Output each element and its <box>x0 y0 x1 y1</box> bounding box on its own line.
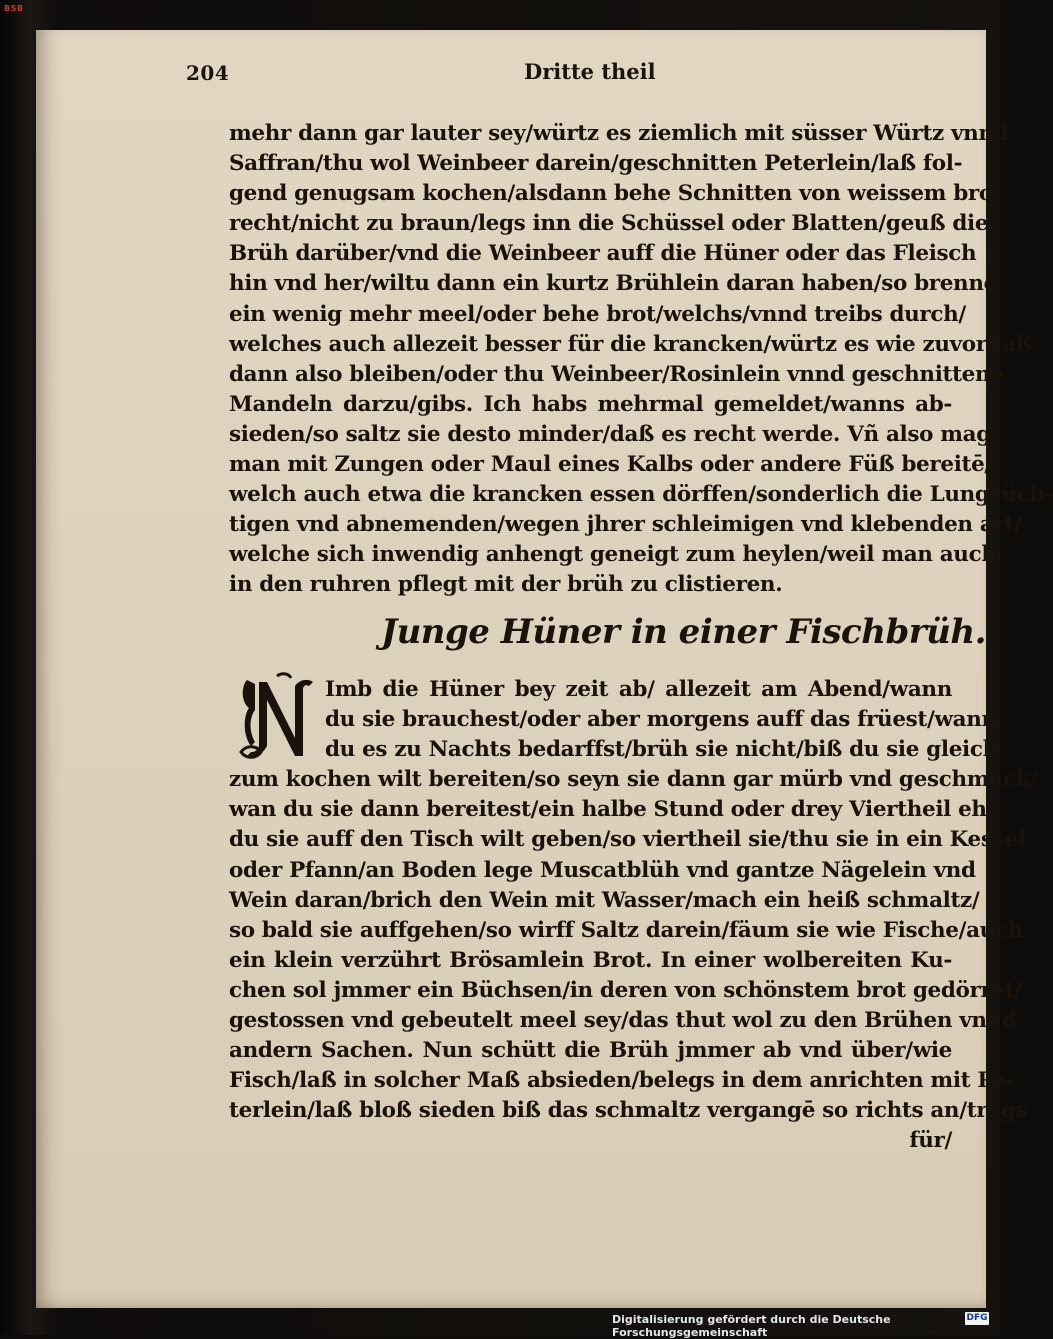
text-line: Imb die Hüner bey zeit ab/ allezeit am Abend/wann <box>325 677 952 702</box>
text-line: gend genugsam kochen/alsdann behe Schnitten von weissem brot <box>229 181 1003 207</box>
text-line: chen sol jmmer ein Büchsen/in deren von schönstem brot gedörret/ <box>229 977 1022 1003</box>
dfg-logo: DFG <box>966 1313 988 1323</box>
text-line: zum kochen wilt bereiten/so seyn sie dann gar mürb vnd geschmack/ <box>229 767 1038 793</box>
text-line: mehr dann gar lauter sey/würtz es ziemlich mit süsser Würtz vnnd <box>229 121 1009 146</box>
digitization-credit: Digitalisierung gefördert durch die Deutsche Forschungsgemeinschaft <box>612 1313 891 1339</box>
text-line: du sie brauchest/oder aber morgens auff das früest/wann <box>325 707 997 733</box>
text-line: hin vnd her/wiltu dann ein kurtz Brühlein daran haben/so brenne <box>229 271 997 297</box>
text-line: tigen vnd abnemenden/wegen jhrer schleimigen vnd klebenden art/ <box>229 512 1022 538</box>
recipe-paragraph <box>229 675 1038 1157</box>
text-line: Fisch/laß in solcher Maß absieden/belegs in dem anrichten mit Pe- <box>229 1068 1015 1094</box>
text-line: wan du sie dann bereitest/ein halbe Stund oder drey Viertheil ehe <box>229 797 1001 823</box>
text-line: recht/nicht zu braun/legs inn die Schüssel oder Blatten/geuß die <box>229 211 989 237</box>
text-line: Wein daran/brich den Wein mit Wasser/mach ein heiß schmaltz/ <box>229 887 980 913</box>
text-line: so bald sie auffgehen/so wirff Saltz darein/fäum sie wie Fische/auch <box>229 917 1023 943</box>
running-head: Dritte theil <box>524 59 656 84</box>
text-line: welches auch allezeit besser für die krancken/würtz es wie zuvor/laß <box>229 331 1032 357</box>
text-line: in den ruhren pflegt mit der brüh zu clistieren. <box>229 572 783 598</box>
text-line: Saffran/thu wol Weinbeer darein/geschnitten Peterlein/laß fol- <box>229 151 963 177</box>
text-line: oder Pfann/an Boden lege Muscatblüh vnd gantze Nägelein vnd <box>229 857 976 883</box>
paragraph-continued <box>229 119 1053 601</box>
text-line: terlein/laß bloß sieden biß das schmaltz vergangē so richts an/trags <box>229 1098 1028 1124</box>
text-line: welche sich inwendig anhengt geneigt zum heylen/weil man auch <box>229 542 997 568</box>
page-number: 204 <box>186 61 230 85</box>
text-line: du es zu Nachts bedarffst/brüh sie nicht/biß du sie gleich <box>325 737 998 763</box>
text-line: welch auch etwa die krancken essen dörffen/sonderlich die Lungsüch- <box>229 482 1053 508</box>
text-line: gestossen vnd gebeutelt meel sey/das thut wol zu den Brühen vnnd <box>229 1008 1017 1034</box>
text-line: Mandeln darzu/gibs. Ich habs mehrmal gemeldet/wanns ab- <box>229 391 952 417</box>
dropcap-letter: N <box>237 672 238 673</box>
library-mark: BSB <box>4 4 24 13</box>
section-heading: Junge Hüner in einer Fischbrüh. <box>381 612 986 652</box>
text-line: andern Sachen. Nun schütt die Brüh jmmer ab vnd über/wie <box>229 1038 952 1064</box>
text-line: Brüh darüber/vnd die Weinbeer auff die Hüner oder das Fleisch <box>229 241 977 267</box>
catchword: für/ <box>909 1128 952 1154</box>
text-line: man mit Zungen oder Maul eines Kalbs oder andere Füß bereitē/ <box>229 452 992 478</box>
text-line: ein wenig mehr meel/oder behe brot/welchs/vnnd treibs durch/ <box>229 301 966 327</box>
text-line: dann also bleiben/oder thu Weinbeer/Rosinlein vnnd geschnittene <box>229 361 1004 387</box>
text-line: sieden/so saltz sie desto minder/daß es recht werde. Vñ also mag <box>229 421 991 447</box>
text-line: ein klein verzührt Brösamlein Brot. In einer wolbereiten Ku- <box>229 947 952 973</box>
text-line: du sie auff den Tisch wilt geben/so viertheil sie/thu sie in ein Kessel <box>229 827 1026 853</box>
